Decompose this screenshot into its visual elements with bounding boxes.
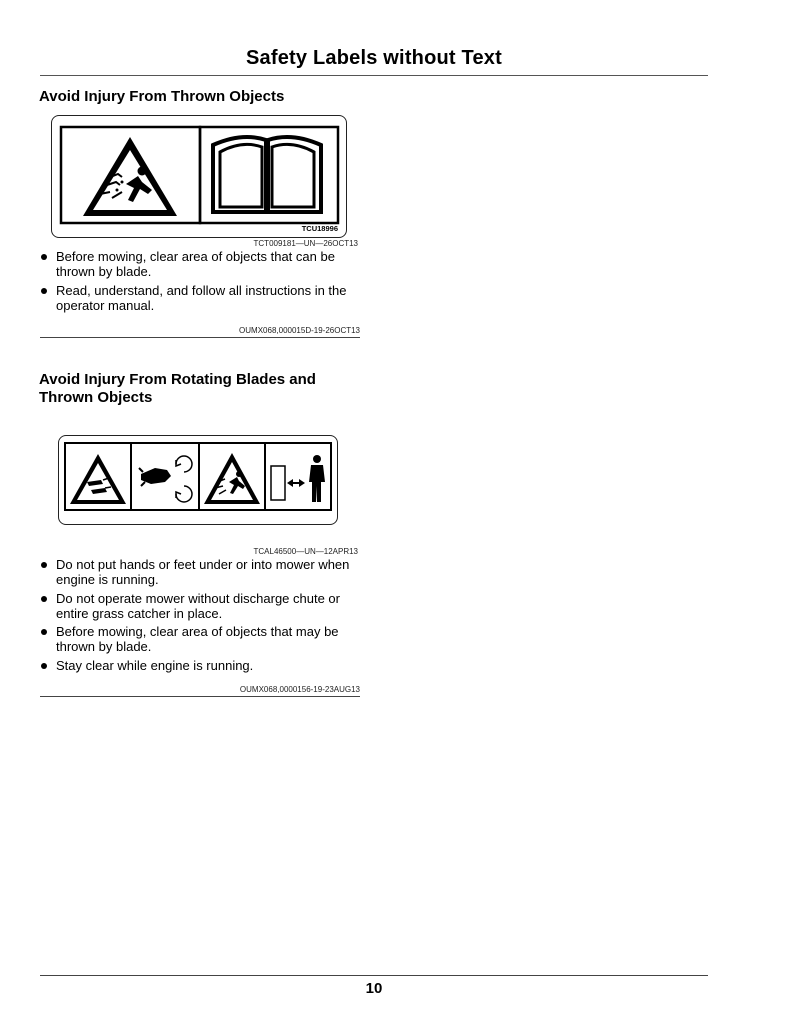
section-heading-thrown-objects: Avoid Injury From Thrown Objects	[39, 88, 285, 105]
warning-triangle-thrown-object-icon	[83, 137, 177, 216]
hand-rotating-blade-icon	[139, 456, 192, 502]
bullet-list	[39, 249, 364, 316]
section-divider	[40, 337, 360, 338]
figure-id: TCT009181—UN—26OCT13	[253, 239, 358, 248]
safety-label-graphic	[52, 116, 346, 237]
section-divider	[40, 696, 360, 697]
list-item: Before mowing, clear area of objects that may be thrown by blade.	[39, 624, 364, 654]
bullet-list	[39, 557, 364, 676]
list-item: Before mowing, clear area of objects that can be thrown by blade.	[39, 249, 364, 279]
reference-id: OUMX068,0000156-19-23AUG13	[239, 685, 360, 694]
warning-triangle-blades-icon	[70, 454, 126, 504]
safety-label-thrown-objects	[51, 115, 347, 238]
safety-label-rotating-blades	[58, 435, 338, 525]
warning-triangle-thrown-object-icon	[204, 453, 260, 504]
section-heading-rotating-blades	[39, 371, 316, 407]
open-book-icon	[213, 137, 321, 214]
list-item: Stay clear while engine is running.	[39, 658, 364, 673]
figure-id: TCAL46500—UN—12APR13	[253, 547, 358, 556]
list-item: Read, understand, and follow all instructions in the operator manual.	[39, 283, 364, 313]
section-heading-line: Avoid Injury From Rotating Blades and	[39, 371, 316, 388]
list-item: Do not operate mower without discharge chute or entire grass catcher in place.	[39, 591, 364, 621]
reference-id: OUMX068,000015D-19-26OCT13	[239, 326, 360, 335]
keep-distance-person-icon	[271, 455, 325, 502]
section-heading-line: Thrown Objects	[39, 389, 153, 406]
safety-label-graphic	[59, 436, 337, 524]
footer-divider	[40, 975, 708, 976]
page-number: 10	[365, 980, 383, 997]
label-code: TCU18996	[301, 224, 338, 233]
title-divider	[40, 75, 708, 76]
page-title: Safety Labels without Text	[246, 47, 502, 69]
list-item: Do not put hands or feet under or into mower when engine is running.	[39, 557, 364, 587]
